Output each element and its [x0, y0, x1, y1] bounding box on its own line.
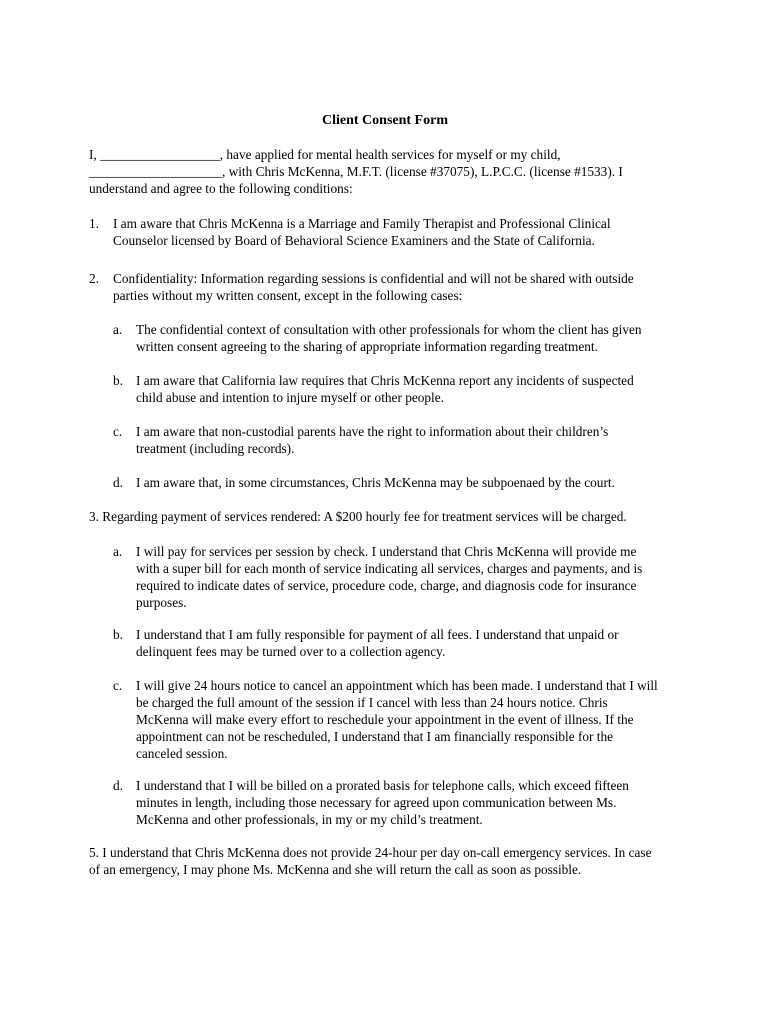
sub-text [136, 777, 683, 828]
sub-letter: b. [113, 627, 123, 642]
sub-text [136, 474, 683, 491]
sub-text [136, 543, 683, 611]
sub-line: written consent agreeing to the sharing of appropriate information regarding treatment. [136, 339, 598, 354]
sub-line: canceled session. [136, 746, 228, 761]
sub-line: required to indicate dates of service, procedure code, charge, and diagnosis code for insurance [136, 578, 637, 593]
condition-3-payment [89, 508, 689, 525]
sub-letter: c. [113, 678, 123, 693]
sub-text [136, 321, 683, 355]
sub-line: with a super bill for each month of service indicating all services, charges and payments, and is [136, 561, 643, 576]
condition-5-emergency [89, 844, 689, 878]
sub-letter: d. [113, 475, 123, 490]
sub-letter: c. [113, 424, 123, 439]
sub-line: McKenna and other professionals, in my or my child’s treatment. [136, 812, 483, 827]
intro-paragraph [89, 146, 689, 197]
item-text [113, 270, 689, 304]
sub-line: be charged the full amount of the session if I cancel with less than 24 hours notice. Chris [136, 695, 608, 710]
sub-letter: a. [113, 322, 123, 337]
sub-line: I am aware that California law requires that Chris McKenna report any incidents of suspected [136, 373, 634, 388]
page-title: Client Consent Form [322, 113, 448, 128]
sub-line: I am aware that non-custodial parents have the right to information about their children’s [136, 424, 609, 439]
item-text [113, 215, 689, 249]
item-line: of an emergency, I may phone Ms. McKenna and she will return the call as soon as possible. [89, 862, 582, 877]
sub-line: appointment can not be rescheduled, I understand that I am financially responsible for the [136, 729, 614, 744]
sub-line: I will give 24 hours notice to cancel an appointment which has been made. I understand that I will [136, 678, 658, 693]
sub-line: purposes. [136, 595, 187, 610]
intro-line: ____________________, with Chris McKenna, M.F.T. (license #37075), L.P.C.C. (license #1533). I [89, 164, 623, 179]
sub-letter: a. [113, 544, 123, 559]
item-number: 1. [89, 216, 99, 231]
item-line: Confidentiality: Information regarding sessions is confidential and will not be shared with outside [113, 271, 634, 286]
sub-text [136, 677, 683, 762]
sub-line: McKenna will make every effort to reschedule your appointment in the event of illness. If the [136, 712, 634, 727]
intro-line: understand and agree to the following conditions: [89, 181, 353, 196]
item-line: 3. Regarding payment of services rendered: A $200 hourly fee for treatment services will be charged. [89, 509, 627, 524]
intro-line: I, __________________, have applied for mental health services for myself or my child, [89, 147, 561, 162]
sub-line: I am aware that, in some circumstances, Chris McKenna may be subpoenaed by the court. [136, 475, 615, 490]
sub-text [136, 372, 683, 406]
item-line: 5. I understand that Chris McKenna does not provide 24-hour per day on-call emergency services. In case [89, 845, 652, 860]
sub-line: treatment (including records). [136, 441, 295, 456]
sub-text [136, 423, 683, 457]
sub-line: minutes in length, including those necessary for agreed upon communication between Ms. [136, 795, 617, 810]
item-line: I am aware that Chris McKenna is a Marriage and Family Therapist and Professional Clinical [113, 216, 611, 231]
sub-line: I understand that I will be billed on a prorated basis for telephone calls, which exceed fifteen [136, 778, 629, 793]
sub-line: The confidential context of consultation with other professionals for whom the client has given [136, 322, 642, 337]
sub-text [136, 626, 683, 660]
sub-line: I understand that I am fully responsible for payment of all fees. I understand that unpaid or [136, 627, 619, 642]
item-line: parties without my written consent, except in the following cases: [113, 288, 463, 303]
item-line: Counselor licensed by Board of Behavioral Science Examiners and the State of California. [113, 233, 595, 248]
sub-line: I will pay for services per session by check. I understand that Chris McKenna will provide me [136, 544, 637, 559]
sub-line: child abuse and intention to injure myself or other people. [136, 390, 444, 405]
sub-letter: d. [113, 778, 123, 793]
sub-line: delinquent fees may be turned over to a collection agency. [136, 644, 446, 659]
sub-letter: b. [113, 373, 123, 388]
item-number: 2. [89, 271, 99, 286]
